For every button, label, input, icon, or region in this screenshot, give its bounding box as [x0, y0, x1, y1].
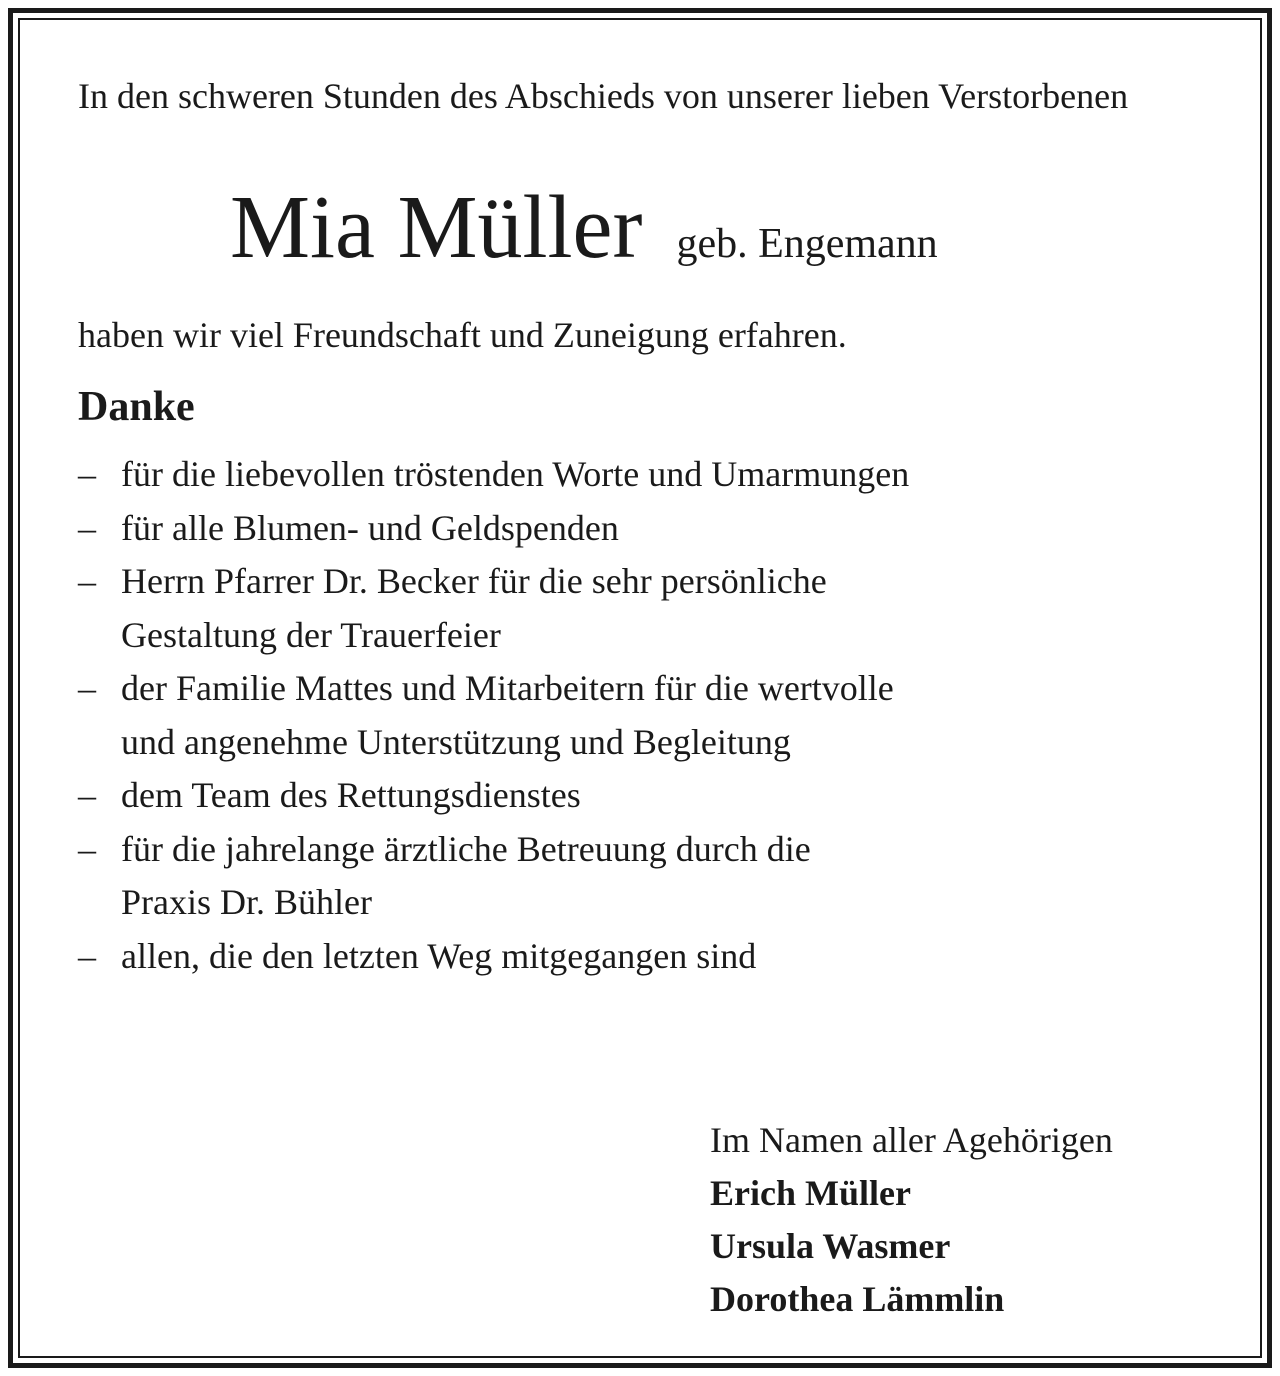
dash-bullet: – — [78, 935, 96, 976]
list-item — [78, 769, 1204, 823]
followup-text: haben wir viel Freundschaft und Zuneigung erfahren. — [78, 315, 847, 355]
list-item — [78, 930, 1204, 984]
dash-bullet: – — [78, 561, 96, 601]
list-item-text: für die liebevollen tröstenden Worte und Umarmungen — [121, 454, 910, 494]
list-item — [78, 448, 1204, 502]
list-item-text: der Familie Mattes und Mitarbeitern für die wertvolle — [121, 668, 894, 708]
list-item-text-continued: Gestaltung der Trauerfeier — [121, 614, 501, 655]
signature-block — [710, 1114, 1113, 1326]
list-item-text: Herrn Pfarrer Dr. Becker für die sehr persönliche — [121, 561, 827, 601]
deceased-name: Mia Müller — [230, 178, 643, 277]
deceased-name-line — [78, 178, 1204, 277]
dash-bullet: – — [78, 828, 96, 869]
list-item-text: allen, die den letzten Weg mitgegangen sind — [121, 935, 757, 976]
list-item-text-continued: und angenehme Unterstützung und Begleitung — [121, 721, 791, 762]
maiden-name: geb. Engemann — [676, 221, 938, 267]
signatory-name: Dorothea Lämmlin — [710, 1279, 1005, 1319]
signatory-name: Erich Müller — [710, 1173, 911, 1213]
list-item-text: dem Team des Rettungsdienstes — [121, 775, 581, 815]
thanks-heading: Danke — [78, 384, 195, 430]
intro-text: In den schweren Stunden des Abschieds von unserer lieben Verstorbenen — [78, 76, 1129, 116]
list-item-text: für die jahrelange ärztliche Betreuung durch die — [121, 828, 811, 869]
notice-body — [78, 70, 1204, 983]
signature-intro: Im Namen aller Agehörigen — [710, 1120, 1113, 1160]
list-item — [78, 555, 1204, 662]
list-item-text: für alle Blumen- und Geldspenden — [121, 507, 619, 548]
dash-bullet: – — [78, 668, 96, 708]
signatory-name: Ursula Wasmer — [710, 1226, 951, 1266]
list-item — [78, 502, 1204, 556]
list-item — [78, 823, 1204, 930]
dash-bullet: – — [78, 507, 96, 548]
list-item — [78, 662, 1204, 769]
thanks-list — [78, 448, 1204, 983]
list-item-text-continued: Praxis Dr. Bühler — [121, 882, 372, 922]
dash-bullet: – — [78, 775, 96, 815]
dash-bullet: – — [78, 454, 96, 494]
